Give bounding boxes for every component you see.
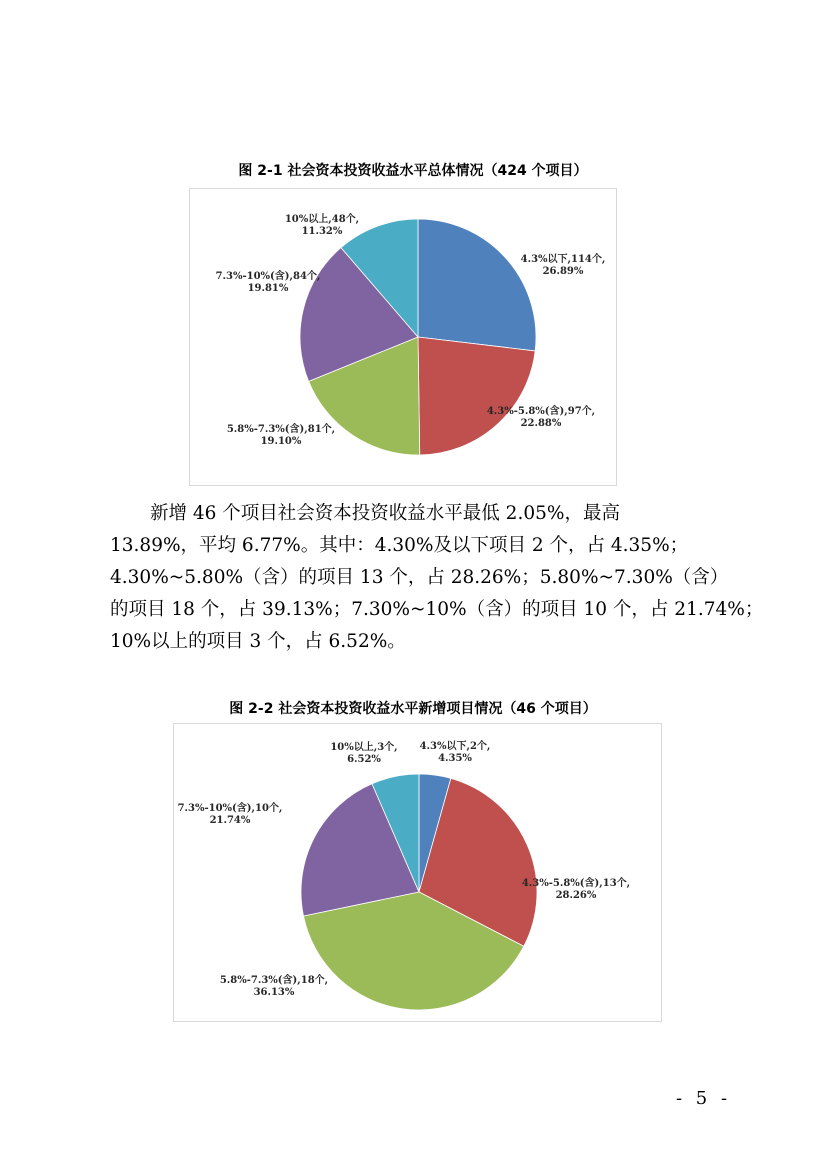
figure-2-pie-svg <box>174 724 661 1021</box>
pie-data-label: 4.3%以下,114个, 26.89% <box>520 254 606 277</box>
pie-data-label: 10%以上,48个, 11.32% <box>284 214 360 237</box>
pie-data-label: 10%以上,3个, 6.52% <box>330 742 398 765</box>
pie-slice <box>418 337 535 455</box>
body-paragraph <box>110 498 764 658</box>
pie-slice <box>418 219 536 351</box>
pie-data-label: 4.3%-5.8%(含),97个, 22.88% <box>486 406 596 429</box>
pie-data-label: 4.3%以下,2个, 4.35% <box>419 741 491 764</box>
figure-2-caption: 图 2-2 社会资本投资收益水平新增项目情况（46 个项目） <box>229 701 597 717</box>
paragraph-line: 10%以上的项目 3 个，占 6.52%。 <box>110 631 406 652</box>
paragraph-line: 4.30%~5.80%（含）的项目 13 个，占 28.26%；5.80%~7.30%（含） <box>110 567 729 588</box>
figure-1-chart <box>189 188 617 486</box>
pie-data-label: 7.3%-10%(含),84个, 19.81% <box>215 271 321 294</box>
pie-data-label: 5.8%-7.3%(含),81个, 19.10% <box>226 424 336 447</box>
figure-2-chart <box>173 723 662 1022</box>
pie-data-label: 5.8%-7.3%(含),18个, 36.13% <box>219 975 329 998</box>
paragraph-line: 新增 46 个项目社会资本投资收益水平最低 2.05%，最高 <box>150 503 620 524</box>
figure-1-caption: 图 2-1 社会资本投资收益水平总体情况（424 个项目） <box>238 163 588 179</box>
paragraph-line: 13.89%，平均 6.77%。其中：4.30%及以下项目 2 个，占 4.35%； <box>110 535 689 556</box>
pie-data-label: 7.3%-10%(含),10个, 21.74% <box>177 803 283 826</box>
figure-1-pie-svg <box>190 189 616 485</box>
page-number: - 5 - <box>676 1088 732 1109</box>
pie-data-label: 4.3%-5.8%(含),13个, 28.26% <box>521 878 631 901</box>
paragraph-line: 的项目 18 个，占 39.13%；7.30%~10%（含）的项目 10 个，占 21.74%； <box>110 599 764 620</box>
